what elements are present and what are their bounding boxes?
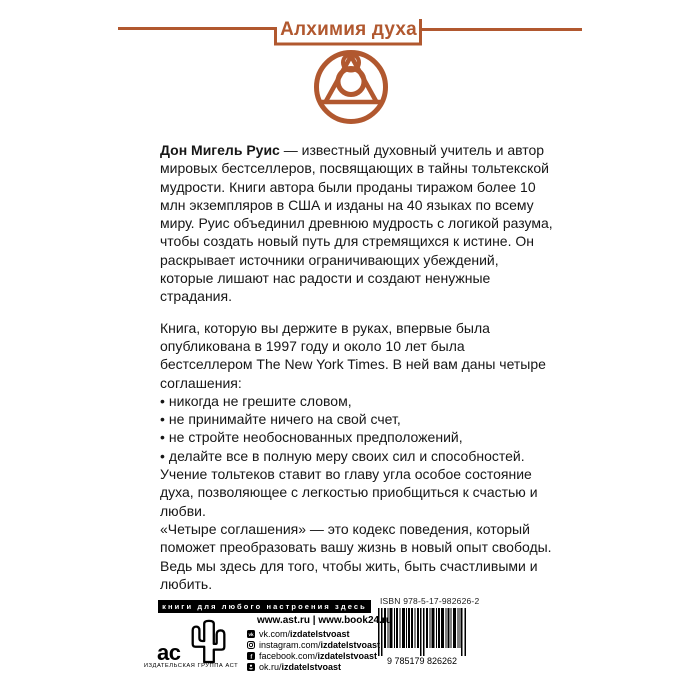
svg-text:vk: vk (248, 632, 254, 638)
bullet-glyph: • (160, 447, 165, 464)
social-row-facebook (247, 651, 380, 661)
agreements-list (160, 392, 553, 465)
alchemy-circle-triangle-emblem-icon (303, 49, 399, 127)
social-row-instagram (247, 640, 380, 650)
author-name: Дон Мигель Руис (160, 142, 280, 158)
publisher-letters: ас (157, 640, 181, 665)
social-url: instagram.com/izdatelstvoast (259, 639, 381, 650)
isbn-label: ISBN 978-5-17-982626-2 (380, 596, 480, 606)
social-url: facebook.com/izdatelstvoast (259, 650, 378, 661)
author-description: — известный духовный учитель и автор мировых бестселлеров, посвящающих в тайны тольтекской мудрости. Книги автора были проданы тиражом более 10 млн экземпляров в США и изданы на 40 языках по всему миру. Руис объединил древнюю мудрость с логикой разума, чтобы создать новый путь для стремящихся к истине. Он раскрывает источники ограничивающих убеждений, которые лишают нас радости и создают ненужные страдания. (160, 142, 553, 305)
social-row-ok (247, 661, 380, 671)
series-title: Алхимия духа (280, 19, 417, 40)
bullet-glyph: • (160, 392, 165, 409)
publisher-websites: www.ast.ru | www.book24.ru (257, 615, 392, 626)
promo-banner: книги для любого настроения здесь (158, 600, 371, 613)
social-url: vk.com/izdatelstvoast (259, 629, 350, 640)
ok-icon (247, 663, 255, 671)
barcode-digits: 9 785179 826262 (386, 656, 458, 666)
publisher-logo (157, 618, 239, 664)
back-cover-copy (160, 141, 553, 606)
closing-paragraph: «Четыре соглашения» — это кодекс поведения, который поможет преобразовать вашу жизнь в новый опыт свободы. Ведь мы здесь для того, чтобы жить, быть счастливыми и любить. (160, 520, 552, 592)
bullet-glyph: • (160, 411, 165, 428)
instagram-icon (247, 641, 255, 649)
agreement-text: не принимайте ничего на свой счет, (168, 411, 401, 428)
bullet-glyph: • (160, 429, 165, 446)
agreement-text: никогда не грешите словом, (168, 392, 352, 409)
social-links (247, 629, 380, 672)
agreement-item (160, 392, 553, 410)
svg-text:f: f (250, 654, 253, 660)
agreement-item (160, 410, 553, 428)
facebook-icon (247, 652, 255, 660)
agreement-text: делайте все в полную меру своих сил и способностей. (168, 447, 525, 464)
agreement-text: не стройте необоснованных предположений, (168, 429, 463, 446)
ast-cactus-icon (190, 618, 228, 664)
vk-icon (247, 630, 255, 638)
publisher-group-caption: ИЗДАТЕЛЬСКАЯ ГРУППА АСТ (143, 663, 239, 669)
book-outro-paragraph: Учение тольтеков ставит во главу угла особое состояние духа, позволяющее с легкостью приобщиться к счастью и любви. (160, 466, 538, 519)
author-paragraph (160, 141, 553, 306)
social-row-vk (247, 629, 380, 639)
agreement-item (160, 428, 553, 446)
agreement-item (160, 447, 553, 465)
social-url: ok.ru/izdatelstvoast (259, 661, 342, 672)
book-intro-paragraph: Книга, которую вы держите в руках, впервые была опубликована в 1997 году и около 10 лет была бестселлером The New York Times. В ней вам даны четыре соглашения: (160, 319, 546, 391)
